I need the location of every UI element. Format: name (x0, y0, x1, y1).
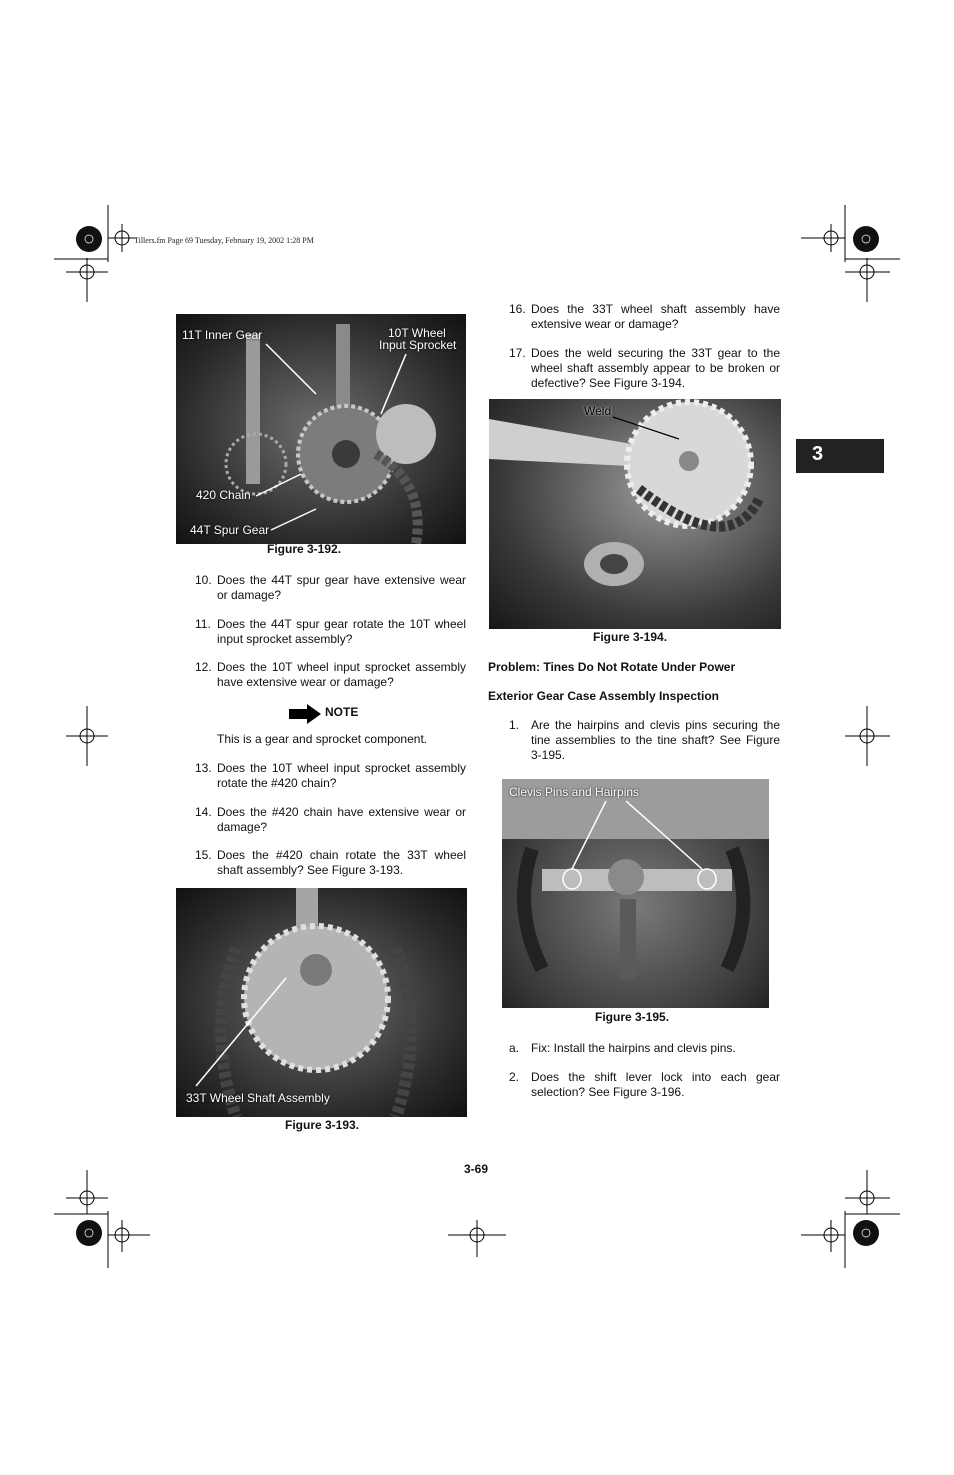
figure-192-caption: Figure 3-192. (267, 542, 342, 556)
list-item (195, 660, 466, 692)
label-clevis-pins: Clevis Pins and Hairpins (509, 785, 640, 799)
item-text: Does the #420 chain have extensive wear or damage? (217, 805, 466, 834)
list-item (195, 573, 466, 605)
item-number: 2. (509, 1070, 520, 1084)
list-item (509, 718, 780, 765)
list-item (509, 346, 780, 393)
item-text: Does the 44T spur gear rotate the 10T wheel input sprocket assembly? (217, 617, 466, 646)
page-number: 3-69 (464, 1162, 489, 1176)
figure-193-caption: Figure 3-193. (285, 1118, 360, 1132)
item-text: Are the hairpins and clevis pins securing the tine assemblies to the tine shaft? See Figure 3-195. (531, 718, 780, 762)
item-number: 13. (195, 761, 212, 775)
item-text: Does the weld securing the 33T gear to the wheel shaft assembly appear to be broken or defective? See Figure 3-194. (531, 346, 780, 390)
problem-heading: Problem: Tines Do Not Rotate Under Power (488, 660, 736, 674)
item-number: 14. (195, 805, 212, 819)
chapter-tab (796, 439, 884, 473)
section-heading: Exterior Gear Case Assembly Inspection (488, 689, 719, 703)
label-wheel-shaft: 33T Wheel Shaft Assembly (186, 1091, 330, 1105)
figure-194-photo (489, 399, 781, 629)
figure-195-photo (502, 779, 769, 1008)
chapter-number: 3 (812, 443, 824, 465)
figure-192-photo (176, 314, 466, 544)
item-number: 15. (195, 848, 212, 862)
item-text: Does the shift lever lock into each gear selection? See Figure 3-196. (531, 1070, 780, 1099)
item-number: a. (509, 1041, 520, 1055)
list-item (195, 617, 466, 649)
list-item (509, 1070, 780, 1102)
item-text: Fix: Install the hairpins and clevis pins. (531, 1041, 736, 1055)
list-item (509, 1041, 780, 1058)
note-arrow-icon (289, 704, 321, 724)
item-number: 10. (195, 573, 212, 587)
item-text: Does the #420 chain rotate the 33T wheel shaft assembly? See Figure 3-193. (217, 848, 466, 877)
item-text: Does the 44T spur gear have extensive wear or damage? (217, 573, 466, 602)
file-stamp: Tillers.fm Page 69 Tuesday, February 19, 2002 1:28 PM (134, 236, 314, 245)
item-text: Does the 33T wheel shaft assembly have extensive wear or damage? (531, 302, 780, 331)
weld-illustration (489, 399, 781, 629)
label-inner-gear: 11T Inner Gear (182, 328, 263, 342)
label-weld: Weld (584, 404, 612, 418)
label-spur-gear: 44T Spur Gear (190, 523, 270, 537)
figure-195-caption: Figure 3-195. (595, 1010, 670, 1024)
tine-illustration (502, 779, 769, 1008)
label-chain: 420 Chain (196, 488, 251, 502)
list-item (195, 848, 466, 880)
figure-194-caption: Figure 3-194. (593, 630, 668, 644)
list-item (509, 302, 780, 334)
note-text: This is a gear and sprocket component. (217, 732, 428, 746)
label-wheel-sprocket-2: Input Sprocket (379, 338, 457, 352)
figure-193-photo (176, 888, 467, 1117)
list-item (195, 761, 466, 793)
note-label: NOTE (325, 705, 359, 719)
item-text: Does the 10T wheel input sprocket assembly rotate the #420 chain? (217, 761, 466, 790)
label-wheel-sprocket-1: 10T Wheel (388, 326, 446, 340)
sprocket-illustration (176, 888, 467, 1117)
item-number: 11. (195, 617, 211, 631)
item-number: 12. (195, 660, 212, 674)
list-item (195, 805, 466, 837)
item-number: 16. (509, 302, 526, 316)
item-text: Does the 10T wheel input sprocket assembly have extensive wear or damage? (217, 660, 466, 689)
item-number: 17. (509, 346, 526, 360)
item-number: 1. (509, 718, 520, 732)
